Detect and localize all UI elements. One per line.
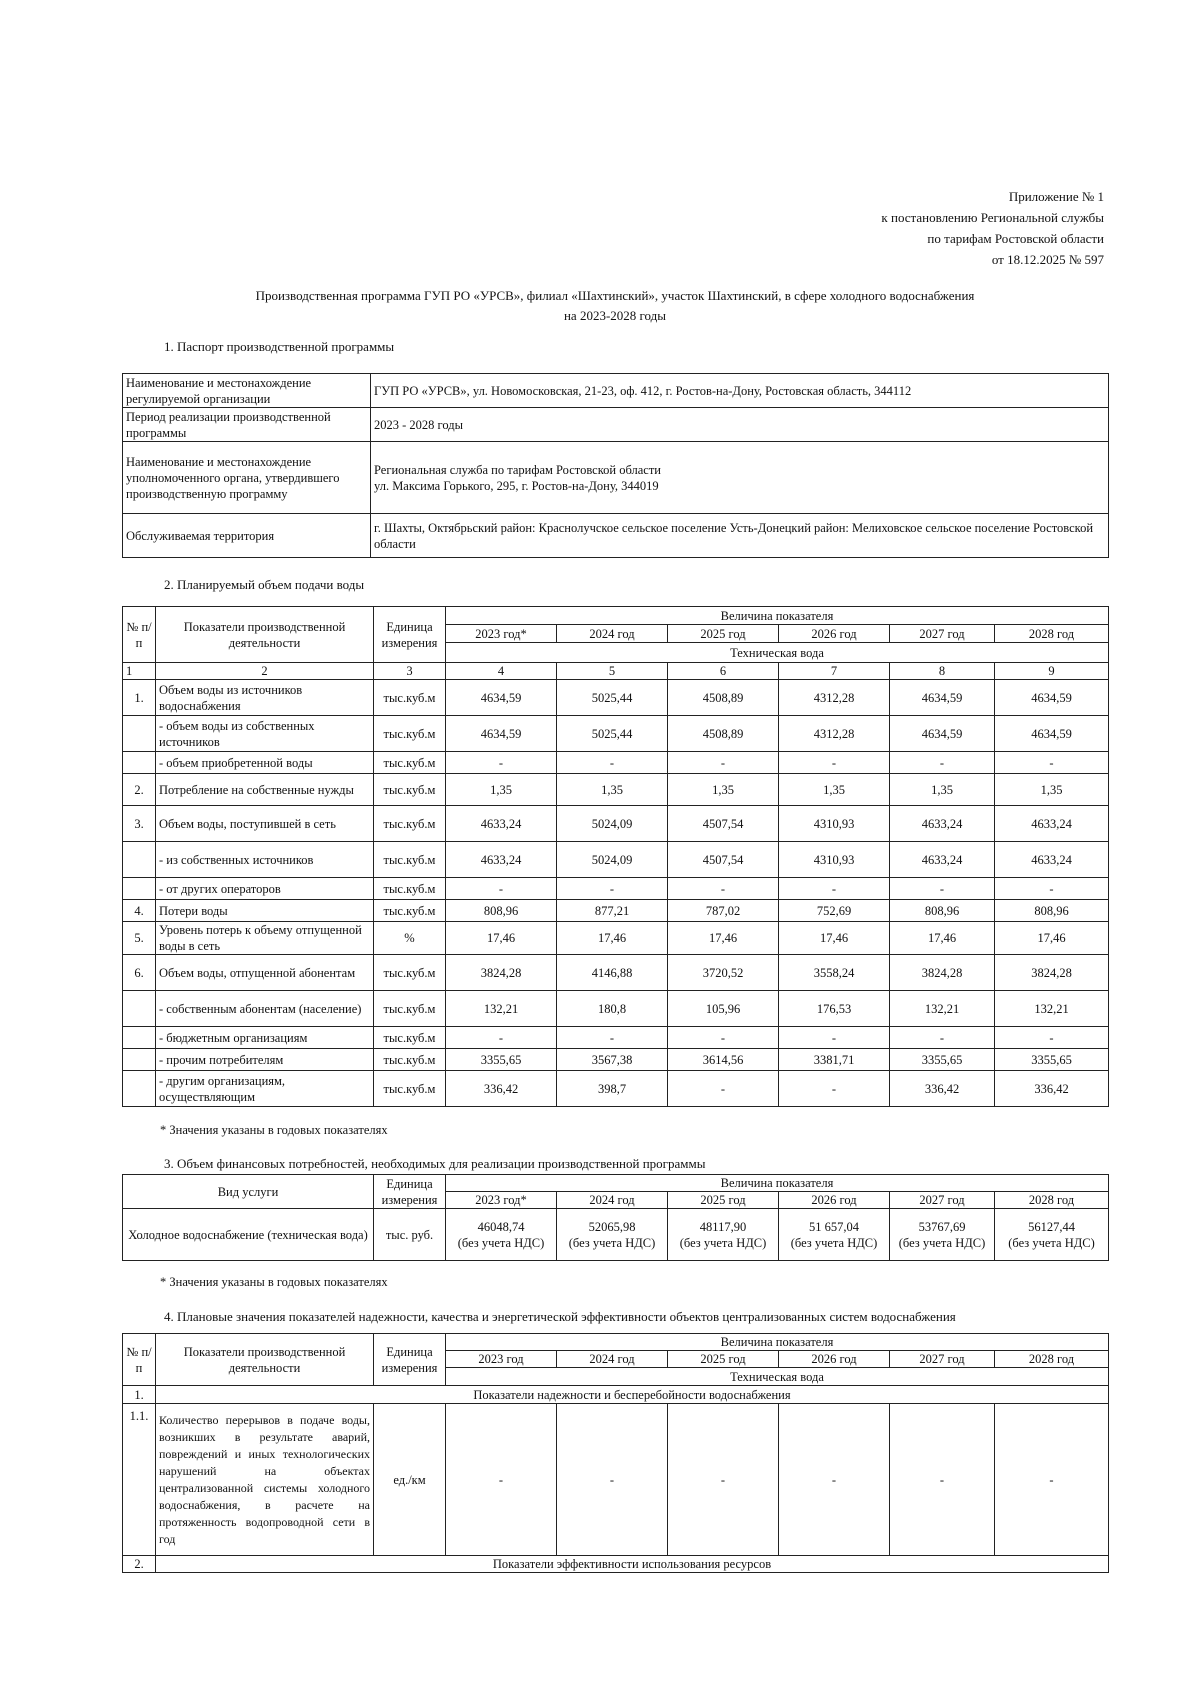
row-value: 4310,93 [779, 842, 890, 878]
reliability-table [122, 1333, 1109, 1573]
appendix-line-3: по тарифам Ростовской области [927, 231, 1104, 246]
table-row [123, 922, 1109, 955]
row-value: 17,46 [668, 922, 779, 955]
row-value: 1,35 [446, 774, 557, 806]
row-value: - [779, 1071, 890, 1107]
table-row [123, 752, 1109, 774]
row-value: 3558,24 [779, 955, 890, 991]
col-unit-header: Единица измерения [374, 1334, 446, 1386]
section3-note: * Значения указаны в годовых показателях [160, 1275, 388, 1289]
row-value: 4633,24 [995, 806, 1109, 842]
year-header: 2027 год [890, 1351, 995, 1368]
year-header: 2026 год [779, 625, 890, 643]
row-value: - [890, 752, 995, 774]
row-value: 808,96 [995, 900, 1109, 922]
col-value-header: Величина показателя [446, 607, 1109, 625]
passport-value-cell [371, 442, 1109, 514]
passport-label: Обслуживаемая территория [123, 514, 371, 558]
row-unit: тыс.куб.м [374, 680, 446, 716]
year-header: 2027 год [890, 625, 995, 643]
row-value: 17,46 [779, 922, 890, 955]
service-name: Холодное водоснабжение (техническая вода) [123, 1209, 374, 1261]
row-value: 132,21 [446, 991, 557, 1027]
row-unit: тыс.куб.м [374, 1071, 446, 1107]
amount: 48117,90 [699, 1219, 747, 1234]
row-name: - другим организациям, осуществляющим [156, 1071, 374, 1107]
row-name: - из собственных источников [156, 842, 374, 878]
colnum: 1 [123, 663, 156, 680]
passport-row [123, 442, 1109, 514]
row-num: 5. [123, 922, 156, 955]
row-unit: тыс.куб.м [374, 752, 446, 774]
vat-note: (без учета НДС) [1008, 1235, 1095, 1250]
row-num: 1. [123, 680, 156, 716]
financial-needs-table [122, 1174, 1109, 1261]
vat-note: (без учета НДС) [457, 1235, 545, 1250]
water-type-header: Техническая вода [446, 643, 1109, 663]
row-value: 5025,44 [557, 680, 668, 716]
row-unit: тыс.куб.м [374, 900, 446, 922]
year-header: 2027 год [890, 1192, 995, 1209]
row-num: 1.1. [123, 1404, 156, 1556]
row-name: Количество перерывов в подаче воды, возникших в результате аварий, повреждений и иных технологических нарушений на объектах централизованной системы холодного водоснабжения, в расчете на протяженность водопроводной сети в год [156, 1404, 374, 1556]
row-name: Потребление на собственные нужды [156, 774, 374, 806]
row-name: - от других операторов [156, 878, 374, 900]
passport-value: г. Шахты, Октябрьский район: Краснолучское сельское поселение Усть-Донецкий район: Мелиховское сельское поселение Ростовской области [371, 514, 1109, 558]
row-value: - [779, 752, 890, 774]
row-value: - [557, 1027, 668, 1049]
row-value: 3824,28 [890, 955, 995, 991]
colnum: 7 [779, 663, 890, 680]
table-row [123, 1027, 1109, 1049]
year-header: 2024 год [557, 625, 668, 643]
row-value: 336,42 [995, 1071, 1109, 1107]
row-name: - объем приобретенной воды [156, 752, 374, 774]
row-value: - [890, 1404, 995, 1556]
document-title [120, 286, 1110, 326]
amount-cell [890, 1209, 995, 1261]
row-name: Объем воды, поступившей в сеть [156, 806, 374, 842]
row-value: 4634,59 [995, 680, 1109, 716]
table-row [123, 1049, 1109, 1071]
row-value: 787,02 [668, 900, 779, 922]
table-row [123, 955, 1109, 991]
row-value: 398,7 [557, 1071, 668, 1107]
row-value: 4146,88 [557, 955, 668, 991]
row-value: 105,96 [668, 991, 779, 1027]
row-value: 1,35 [668, 774, 779, 806]
row-value: 336,42 [890, 1071, 995, 1107]
col-num-header: № п/п [123, 1334, 156, 1386]
amount: 53767,69 [918, 1219, 966, 1234]
row-value: - [779, 1027, 890, 1049]
group-title: Показатели надежности и бесперебойности водоснабжения [156, 1386, 1109, 1404]
row-value: 180,8 [557, 991, 668, 1027]
colnum: 3 [374, 663, 446, 680]
colnum: 2 [156, 663, 374, 680]
row-value: 336,42 [446, 1071, 557, 1107]
row-value: - [890, 1027, 995, 1049]
row-value: - [557, 1404, 668, 1556]
row-num [123, 1071, 156, 1107]
col-unit-header: Единица измерения [374, 607, 446, 663]
amount: 56127,44 [1028, 1219, 1075, 1234]
table-row [123, 900, 1109, 922]
financial-row [123, 1209, 1109, 1261]
row-num: 6. [123, 955, 156, 991]
row-value: - [446, 1404, 557, 1556]
passport-label: Период реализации производственной программы [123, 408, 371, 442]
year-header: 2028 год [995, 1351, 1109, 1368]
row-unit: тыс.куб.м [374, 842, 446, 878]
passport-row [123, 408, 1109, 442]
group-row [123, 1386, 1109, 1404]
row-unit: тыс.куб.м [374, 878, 446, 900]
appendix-line-2: к постановлению Региональной службы [881, 210, 1104, 225]
column-number-row [123, 663, 1109, 680]
passport-value-address: ул. Максима Горького, 295, г. Ростов-на-Дону, 344019 [374, 478, 659, 493]
row-value: 1,35 [995, 774, 1109, 806]
row-value: 17,46 [995, 922, 1109, 955]
row-value: 877,21 [557, 900, 668, 922]
group-title: Показатели эффективности использования ресурсов [156, 1556, 1109, 1573]
vat-note: (без учета НДС) [790, 1235, 878, 1250]
table-row [123, 991, 1109, 1027]
section3-heading: 3. Объем финансовых потребностей, необходимых для реализации производственной программы [164, 1156, 706, 1171]
year-header: 2025 год [668, 1192, 779, 1209]
row-value: - [668, 1027, 779, 1049]
group-num: 2. [123, 1556, 156, 1573]
passport-row [123, 374, 1109, 408]
amount: 46048,74 [477, 1219, 525, 1234]
section1-heading: 1. Паспорт производственной программы [164, 339, 395, 354]
row-value: - [446, 1027, 557, 1049]
row-value: 4508,89 [668, 680, 779, 716]
amount-cell [446, 1209, 557, 1261]
row-unit: ед./км [374, 1404, 446, 1556]
row-value: - [779, 878, 890, 900]
row-unit: тыс.куб.м [374, 806, 446, 842]
passport-table [122, 373, 1109, 558]
row-name: - собственным абонентам (население) [156, 991, 374, 1027]
row-value: 4312,28 [779, 680, 890, 716]
col-value-header: Величина показателя [446, 1175, 1109, 1192]
row-value: 4634,59 [995, 716, 1109, 752]
passport-value: ГУП РО «УРСВ», ул. Новомосковская, 21-23, оф. 412, г. Ростов-на-Дону, Ростовская область, 344112 [371, 374, 1109, 408]
section4-heading: 4. Плановые значения показателей надежности, качества и энергетической эффективности объектов централизованных систем водоснабжения [164, 1309, 956, 1324]
row-value: 3355,65 [890, 1049, 995, 1071]
row-value: 808,96 [446, 900, 557, 922]
row-name: - объем воды из собственных источников [156, 716, 374, 752]
row-name: Уровень потерь к объему отпущенной воды в сеть [156, 922, 374, 955]
row-value: 4633,24 [995, 842, 1109, 878]
amount-cell [557, 1209, 668, 1261]
service-unit: тыс. руб. [374, 1209, 446, 1261]
row-value: 4633,24 [890, 806, 995, 842]
row-num [123, 1027, 156, 1049]
table-row [123, 878, 1109, 900]
row-value: 4633,24 [446, 806, 557, 842]
row-num [123, 716, 156, 752]
row-value: - [995, 1027, 1109, 1049]
row-value: - [995, 878, 1109, 900]
vat-note: (без учета НДС) [568, 1235, 656, 1250]
section2-note: * Значения указаны в годовых показателях [160, 1123, 388, 1137]
water-supply-table [122, 606, 1109, 1107]
col-num-header: № п/п [123, 607, 156, 663]
year-header: 2028 год [995, 1192, 1109, 1209]
passport-value: 2023 - 2028 годы [371, 408, 1109, 442]
row-value: 5024,09 [557, 806, 668, 842]
year-header: 2024 год [557, 1192, 668, 1209]
row-unit: % [374, 922, 446, 955]
row-value: 132,21 [890, 991, 995, 1027]
row-value: 17,46 [890, 922, 995, 955]
row-num [123, 842, 156, 878]
passport-label: Наименование и местонахождение регулируемой организации [123, 374, 371, 408]
colnum: 6 [668, 663, 779, 680]
title-line-1: Производственная программа ГУП РО «УРСВ», филиал «Шахтинский», участок Шахтинский, в сфере холодного водоснабжения [255, 288, 975, 303]
row-value: - [890, 878, 995, 900]
row-value: - [557, 878, 668, 900]
row-value: 5025,44 [557, 716, 668, 752]
table-row [123, 680, 1109, 716]
row-value: 3824,28 [995, 955, 1109, 991]
amount-cell [995, 1209, 1109, 1261]
year-header: 2023 год* [446, 1192, 557, 1209]
water-type-header: Техническая вода [446, 1368, 1109, 1386]
row-value: 176,53 [779, 991, 890, 1027]
amount-cell [668, 1209, 779, 1261]
row-value: 4634,59 [890, 680, 995, 716]
row-value: - [668, 878, 779, 900]
row-num: 4. [123, 900, 156, 922]
year-header: 2025 год [668, 625, 779, 643]
row-unit: тыс.куб.м [374, 774, 446, 806]
row-name: Объем воды, отпущенной абонентам [156, 955, 374, 991]
row-value: - [995, 752, 1109, 774]
row-value: - [668, 1071, 779, 1107]
year-header: 2028 год [995, 625, 1109, 643]
row-value: 1,35 [779, 774, 890, 806]
row-value: 1,35 [557, 774, 668, 806]
col-indicator-header: Показатели производственной деятельности [156, 607, 374, 663]
row-name: Потери воды [156, 900, 374, 922]
row-name: Объем воды из источников водоснабжения [156, 680, 374, 716]
table-row [123, 842, 1109, 878]
row-num [123, 878, 156, 900]
row-value: 4310,93 [779, 806, 890, 842]
col-value-header: Величина показателя [446, 1334, 1109, 1351]
row-value: 4508,89 [668, 716, 779, 752]
row-value: - [668, 752, 779, 774]
row-unit: тыс.куб.м [374, 955, 446, 991]
row-value: 1,35 [890, 774, 995, 806]
table-row [123, 716, 1109, 752]
passport-value: Региональная служба по тарифам Ростовской области [374, 462, 661, 477]
row-value: 808,96 [890, 900, 995, 922]
table-row [123, 774, 1109, 806]
colnum: 4 [446, 663, 557, 680]
row-unit: тыс.куб.м [374, 991, 446, 1027]
row-num [123, 752, 156, 774]
row-value: 3824,28 [446, 955, 557, 991]
row-value: 5024,09 [557, 842, 668, 878]
row-value: 3720,52 [668, 955, 779, 991]
row-value: 17,46 [446, 922, 557, 955]
row-value: 4507,54 [668, 806, 779, 842]
passport-row [123, 514, 1109, 558]
row-num: 3. [123, 806, 156, 842]
table-row [123, 806, 1109, 842]
water-supply-rows [123, 680, 1109, 1107]
group-num: 1. [123, 1386, 156, 1404]
row-unit: тыс.куб.м [374, 1027, 446, 1049]
col-service-header: Вид услуги [123, 1175, 374, 1209]
row-value: 3614,56 [668, 1049, 779, 1071]
indicator-row [123, 1404, 1109, 1556]
colnum: 9 [995, 663, 1109, 680]
row-value: - [995, 1404, 1109, 1556]
amount: 51 657,04 [809, 1219, 859, 1234]
year-header: 2024 год [557, 1351, 668, 1368]
year-header: 2023 год [446, 1351, 557, 1368]
row-value: 3381,71 [779, 1049, 890, 1071]
title-line-2: на 2023-2028 годы [563, 308, 667, 323]
year-header: 2023 год* [446, 625, 557, 643]
row-value: 4634,59 [890, 716, 995, 752]
row-value: 3355,65 [995, 1049, 1109, 1071]
row-unit: тыс.куб.м [374, 716, 446, 752]
row-value: - [446, 878, 557, 900]
row-value: 4312,28 [779, 716, 890, 752]
amount: 52065,98 [588, 1219, 636, 1234]
row-value: - [668, 1404, 779, 1556]
year-header: 2026 год [779, 1351, 890, 1368]
row-value: 3567,38 [557, 1049, 668, 1071]
row-value: 17,46 [557, 922, 668, 955]
col-unit-header: Единица измерения [374, 1175, 446, 1209]
colnum: 8 [890, 663, 995, 680]
table-row [123, 1071, 1109, 1107]
row-value: - [779, 1404, 890, 1556]
colnum: 5 [557, 663, 668, 680]
row-value: 3355,65 [446, 1049, 557, 1071]
year-header: 2026 год [779, 1192, 890, 1209]
appendix-line-4: от 18.12.2025 № 597 [991, 252, 1104, 267]
row-value: 4634,59 [446, 716, 557, 752]
section2-heading: 2. Планируемый объем подачи воды [164, 577, 365, 592]
row-num [123, 1049, 156, 1071]
row-value: 132,21 [995, 991, 1109, 1027]
row-value: 4634,59 [446, 680, 557, 716]
group-row [123, 1556, 1109, 1573]
row-value: 752,69 [779, 900, 890, 922]
passport-label: Наименование и местонахождение уполномоченного органа, утвердившего производственную программу [123, 442, 371, 514]
row-name: - бюджетным организациям [156, 1027, 374, 1049]
row-name: - прочим потребителям [156, 1049, 374, 1071]
col-indicator-header: Показатели производственной деятельности [156, 1334, 374, 1386]
appendix-line-1: Приложение № 1 [1008, 189, 1104, 204]
year-header: 2025 год [668, 1351, 779, 1368]
vat-note: (без учета НДС) [679, 1235, 767, 1250]
row-value: - [446, 752, 557, 774]
row-unit: тыс.куб.м [374, 1049, 446, 1071]
row-value: 4507,54 [668, 842, 779, 878]
vat-note: (без учета НДС) [898, 1235, 986, 1250]
appendix-header [881, 186, 1104, 270]
row-value: 4633,24 [890, 842, 995, 878]
amount-cell [779, 1209, 890, 1261]
row-num [123, 991, 156, 1027]
row-num: 2. [123, 774, 156, 806]
row-value: 4633,24 [446, 842, 557, 878]
row-value: - [557, 752, 668, 774]
